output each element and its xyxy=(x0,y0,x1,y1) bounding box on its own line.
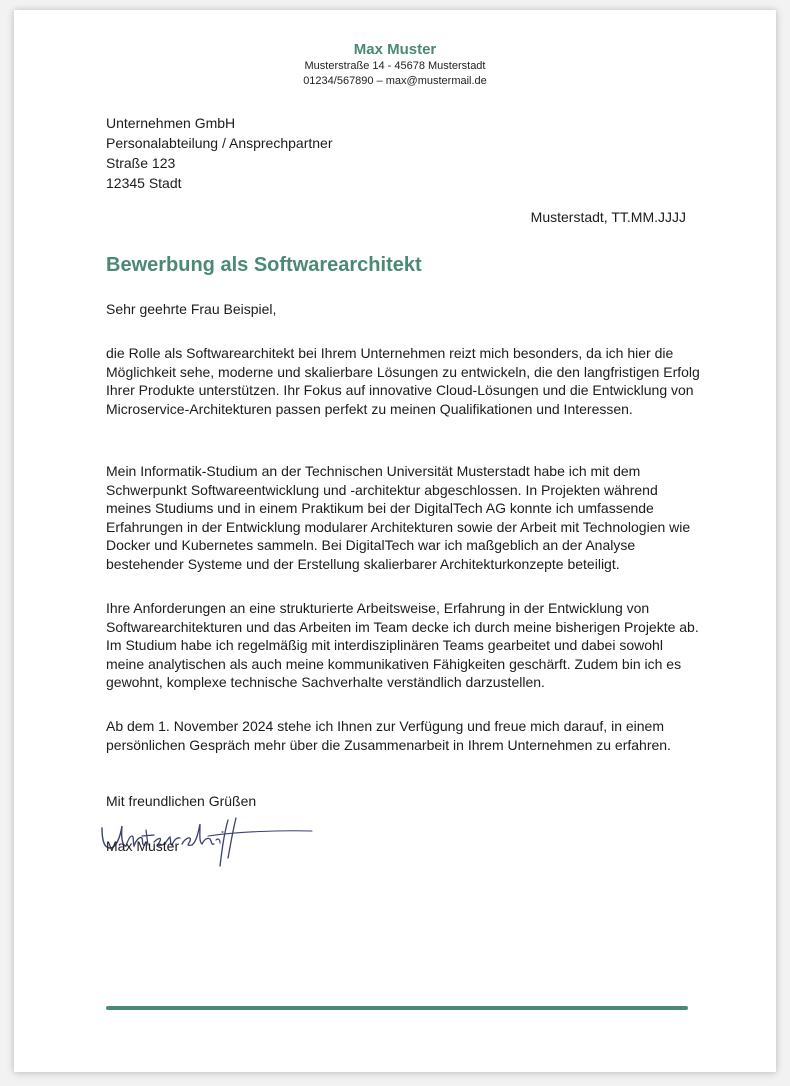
recipient-address-block xyxy=(106,113,332,193)
letterhead xyxy=(14,40,776,89)
signer-name: Max Muster xyxy=(106,838,180,854)
body-paragraph-3 xyxy=(106,599,702,692)
closing-phrase: Mit freundlichen Grüßen xyxy=(106,793,257,809)
paragraph-text: Ihre Anforderungen an eine strukturierte Arbeitsweise, Erfahrung in der Entwicklung von Softwarearchitekturen und das Arbeiten im Team decke ich durch meine bisherigen Projekte ab. Im Studium habe ich regelmäßig mit interdisziplinären Teams gearbeitet und dabei sowohl meine analytischen als auch meine kommunikativen Fähigkeiten geschärft. Zudem bin ich es gewohnt, komplexe technische Sachverhalte verständlich darzustellen. xyxy=(106,600,699,690)
letter-page xyxy=(14,10,776,1072)
paragraph-text: die Rolle als Softwarearchitekt bei Ihrem Unternehmen reizt mich besonders, da ich hier die Möglichkeit sehe, moderne und skalierbare Lösungen zu entwickeln, die den langfristigen Erfolg Ihrer Produkte unterstützen. Ihr Fokus auf innovative Cloud-Lösungen und die Entwicklung von Microservice-Architekturen passen perfekt zu meinen Qualifikationen und Interessen. xyxy=(106,345,700,417)
body-paragraph-1 xyxy=(106,344,702,418)
recipient-street: Straße 123 xyxy=(106,155,176,171)
footer-divider xyxy=(106,1006,688,1010)
paragraph-text: Ab dem 1. November 2024 stehe ich Ihnen zur Verfügung und freue mich darauf, in einem persönlichen Gespräch mehr über die Zusammenarbeit in Ihrem Unternehmen zu erfahren. xyxy=(106,718,671,753)
salutation: Sehr geehrte Frau Beispiel, xyxy=(106,301,277,317)
letter-subject: Bewerbung als Softwarearchitekt xyxy=(106,254,422,276)
letter-date: Musterstadt, TT.MM.JJJJ xyxy=(530,209,686,225)
sender-address: Musterstraße 14 - 45678 Musterstadt xyxy=(304,60,486,72)
recipient-city: 12345 Stadt xyxy=(106,175,182,191)
recipient-company: Unternehmen GmbH xyxy=(106,115,236,131)
sender-name: Max Muster xyxy=(353,41,437,58)
body-paragraph-4 xyxy=(106,717,702,754)
sender-contact: 01234/567890 – max@mustermail.de xyxy=(303,75,487,87)
recipient-department: Personalabteilung / Ansprechpartner xyxy=(106,135,333,151)
paragraph-text: Mein Informatik-Studium an der Technischen Universität Musterstadt habe ich mit dem Schwerpunkt Softwareentwicklung und -architektur abgeschlossen. In Projekten während meines Studiums und in einem Praktikum bei der DigitalTech AG konnte ich umfassende Erfahrungen in der Entwicklung modularer Architekturen sowie der Arbeit mit Technologien wie Docker und Kubernetes sammeln. Bei DigitalTech war ich maßgeblich an der Analyse bestehender Systeme und der Erstellung skalierbarer Architekturkonzepte beteiligt. xyxy=(106,463,691,572)
body-paragraph-2 xyxy=(106,462,702,573)
